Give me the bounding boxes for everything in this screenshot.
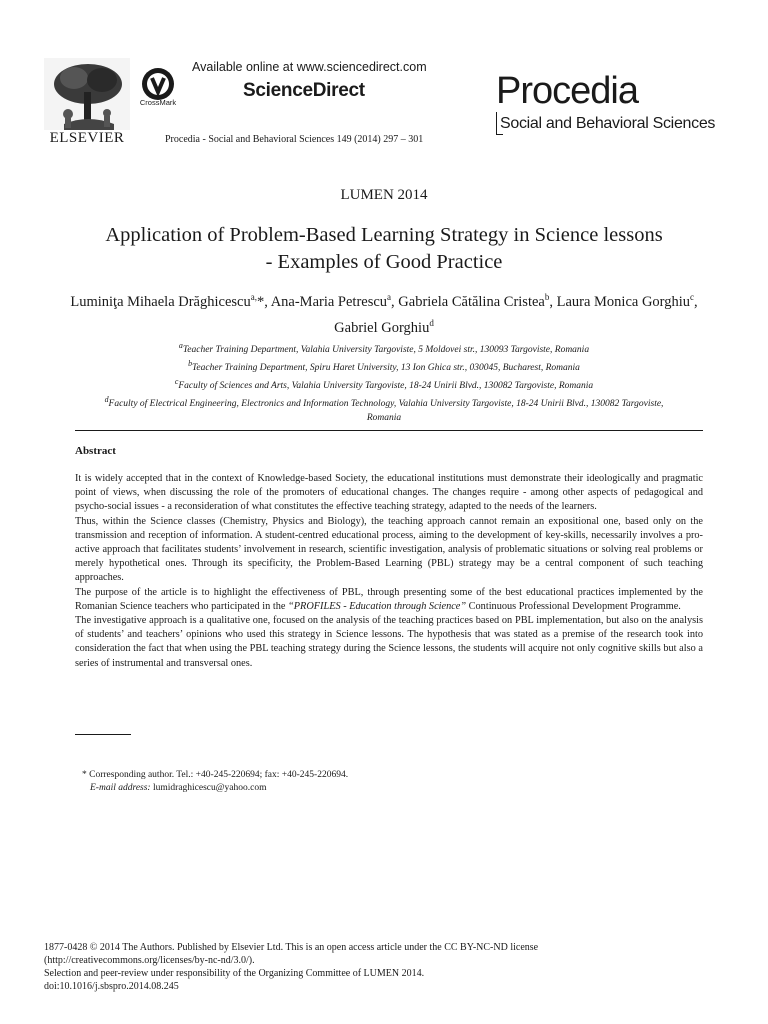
copyright-line: 1877-0428 © 2014 The Authors. Published by Elsevier Ltd. This is an open access article under the CC BY-NC-ND license (44, 942, 539, 953)
author-affiliation-mark: b (544, 292, 550, 302)
author-name: Laura Monica Gorghiu (556, 293, 691, 310)
sciencedirect-logo-text: ScienceDirect (243, 80, 365, 101)
author-affiliation-mark: a, (250, 292, 257, 302)
article-title-line-2: - Examples of Good Practice (265, 251, 503, 273)
author-separator: , (694, 293, 698, 310)
affiliation-text: Teacher Training Department, Valahia University Targoviste, 5 Moldovei str., 130093 Targoviste, Romania (182, 345, 590, 356)
author-affiliation-mark: a (387, 292, 392, 302)
affiliation-mark: d (104, 395, 109, 405)
affiliation-mark: c (174, 377, 179, 387)
affiliation-item (90, 375, 678, 393)
affiliation-item (90, 393, 678, 424)
author-separator: , (391, 293, 399, 310)
affiliation-mark: a (178, 341, 183, 350)
author-name: Gabriela Cătălina Cristea (398, 293, 545, 310)
article-title-line-1: Application of Problem-Based Learning Strategy in Science lessons (105, 224, 663, 246)
author-separator: *, (256, 293, 271, 310)
doi-line[interactable]: doi:10.1016/j.sbspro.2014.08.245 (44, 981, 179, 992)
procedia-brand-subtitle: Social and Behavioral Sciences (500, 115, 716, 132)
affiliation-text: Faculty of Sciences and Arts, Valahia University Targoviste, 18-24 Unirii Blvd., 130082 Targoviste, Romania (178, 381, 594, 392)
programme-name: “PROFILES - Education through Science” (288, 600, 467, 612)
author-name: Ana-Maria Petrescu (270, 293, 388, 310)
corresponding-author: * Corresponding author. Tel.: +40-245-220694; fax: +40-245-220694. (82, 770, 349, 780)
publisher-name: ELSEVIER (49, 130, 125, 146)
available-online-text: Available online at www.sciencedirect.com (192, 60, 427, 74)
abstract-heading: Abstract (75, 445, 116, 457)
author-list (70, 287, 698, 339)
affiliation-list (90, 339, 678, 425)
conference-name: LUMEN 2014 (340, 187, 428, 203)
crossmark-label: CrossMark (139, 98, 177, 107)
author-affiliation-mark: d (429, 317, 434, 328)
journal-reference: Procedia - Social and Behavioral Sciences 149 (2014) 297 – 301 (165, 134, 424, 145)
author-affiliation-mark: c (690, 292, 695, 302)
footnote (82, 769, 348, 795)
procedia-brand-title: Procedia (496, 70, 638, 112)
abstract-body (75, 472, 703, 671)
abstract-paragraph: It is widely accepted that in the context of Knowledge-based Society, the educational institutions must demonstrate their ideologically and pragmatic point of views, when discussing the role of the promoters of educational changes. The changes require - among other aspects of pedagogical and psycho-social issues - a reconsideration of what constitutes the effective teaching strategy, adapted to the needs of the learners. (75, 473, 703, 513)
affiliation-mark: b (188, 359, 193, 369)
email-address[interactable]: lumidraghicescu@yahoo.com (152, 783, 267, 793)
abstract-paragraph: The investigative approach is a qualitative one, focused on the analysis of the teaching practices based on PBL implementation, but also on the analysis of students’ and teachers’ opinions who used this strategy in Science lessons. The hypothesis that was stated as a premise of the research took into consideration the fact that when using the PBL teaching strategy during the Science lessons, the students will acquire not only cognitive skills but also a series of instrumental and transversal ones. (75, 615, 703, 669)
abstract-paragraph: Thus, within the Science classes (Chemistry, Physics and Biology), the teaching approach cannot remain an expositional one, based only on the transmission and reception of information. A student-centred educational process, aiming to the development of key-skills, necessarily involves a pro-active approach that facilitates students’ involvement in research, scientific investigation, analysis of problematic situations or solving real problems or merely hypothetical ones. Through its specificity, the Problem-Based Learning (PBL) strategy may be a central component of such teaching approaches. (75, 515, 703, 584)
abstract-text: The purpose of the article is to highlight the effectiveness of PBL, through presenting some of the best educational practices implemented by the Romanian Science teachers who participated in the (75, 586, 703, 612)
abstract-paragraph (75, 586, 703, 614)
footnote-rule (75, 734, 131, 735)
license-link[interactable]: (http://creativecommons.org/licenses/by-nc-nd/3.0/). (44, 955, 255, 966)
copyright-block (44, 941, 724, 993)
author-name: Gabriel Gorghiu (334, 319, 430, 336)
author-separator: , (549, 293, 557, 310)
affiliation-text: Teacher Training Department, Spiru Haret University, 13 Ion Ghica str., 030045, Bucharest, Romania (192, 363, 580, 374)
affiliation-item (90, 357, 678, 375)
abstract-top-rule (75, 430, 703, 431)
peer-review-line: Selection and peer-review under responsibility of the Organizing Committee of LUMEN 2014. (44, 968, 425, 979)
affiliation-item (90, 339, 678, 357)
article-title (60, 222, 708, 276)
email-label: E-mail address: (90, 783, 151, 793)
abstract-text: Continuous Professional Development Programme. (466, 600, 681, 612)
affiliation-text: Faculty of Electrical Engineering, Electronics and Information Technology, Valahia University Targoviste, 18-24 Unirii Blvd., 130082 Targoviste, Romania (108, 399, 664, 423)
author-name: Luminiţa Mihaela Drăghicescu (70, 293, 251, 310)
